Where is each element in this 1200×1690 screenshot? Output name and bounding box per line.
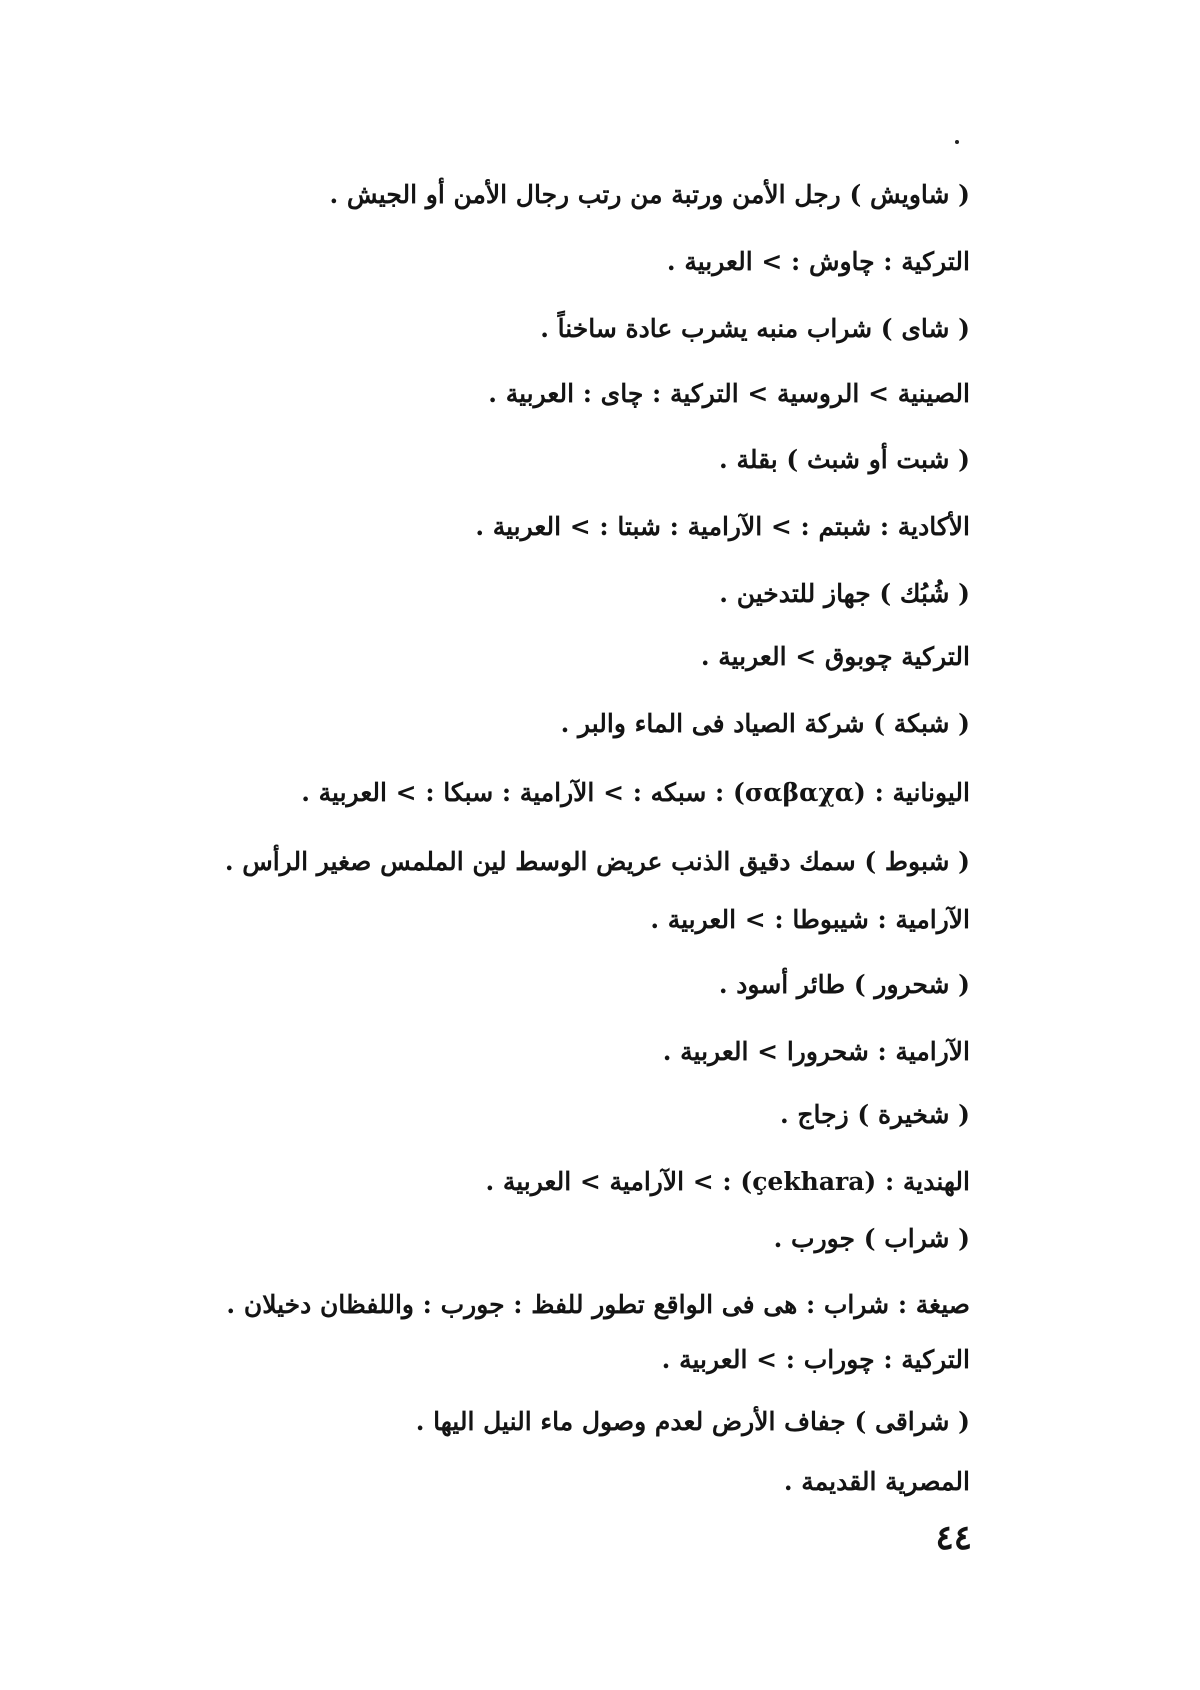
entry-headword-line: ( شبت أو شبث ) بقلة . <box>719 445 970 474</box>
entry-headword-line: ( شخيرة ) زجاج . <box>780 1100 970 1129</box>
entry-headword-line: ( شراقى ) جفاف الأرض لعدم وصول ماء النيل اليها . <box>415 1407 970 1436</box>
entry-headword-line: ( شاى ) شراب منبه يشرب عادة ساخناً . <box>540 314 970 343</box>
entry-etymology-line: المصرية القديمة . <box>783 1467 970 1496</box>
entry-headword-line: ( شراب ) جورب . <box>773 1224 970 1253</box>
entry-etymology-line: الهندية : (çekhara) : > الآرامية > العربية . <box>485 1167 970 1196</box>
entry-etymology-line: التركية چوبوق > العربية . <box>700 642 970 671</box>
entry-headword-line: ( شاويش ) رجل الأمن ورتبة من رتب رجال الأمن أو الجيش . <box>329 180 970 209</box>
ink-speck <box>955 140 959 144</box>
entry-etymology-line: الأكادية : شبتم : > الآرامية : شبتا : > العربية . <box>475 512 970 541</box>
entry-etymology-line: التركية : چوراب : > العربية . <box>661 1345 970 1374</box>
page-number: ٤٤ <box>935 1518 972 1558</box>
entry-etymology-line: صيغة : شراب : هى فى الواقع تطور للفظ : جورب : واللفظان دخيلان . <box>226 1290 970 1319</box>
entry-headword-line: ( شبكة ) شركة الصياد فى الماء والبر . <box>560 709 970 738</box>
entry-headword-line: ( شُبُك ) جهاز للتدخين . <box>719 579 970 608</box>
entry-etymology-line: الآرامية : شحرورا > العربية . <box>662 1037 970 1066</box>
entry-etymology-line: الصينية > الروسية > التركية : چاى : العربية . <box>488 379 970 408</box>
entry-etymology-line: اليونانية : (σαβαχα) : سبكه : > الآرامية : سبكا : > العربية . <box>301 778 970 807</box>
entry-etymology-line: التركية : چاوش : > العربية . <box>666 247 970 276</box>
entry-etymology-line: الآرامية : شيبوطا : > العربية . <box>650 905 970 934</box>
entry-headword-line: ( شبوط ) سمك دقيق الذنب عريض الوسط لين الملمس صغير الرأس . <box>224 847 970 876</box>
entry-headword-line: ( شحرور ) طائر أسود . <box>718 970 970 999</box>
